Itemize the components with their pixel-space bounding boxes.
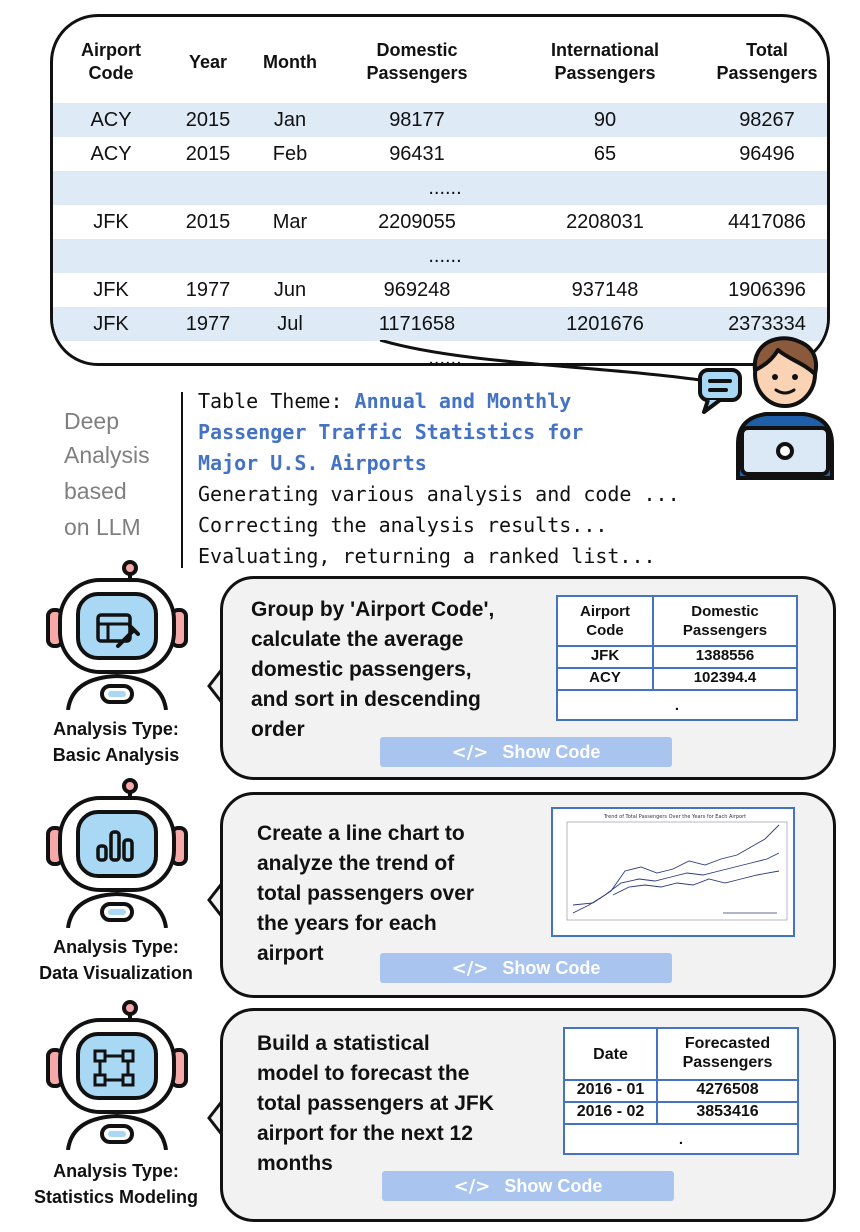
text-line: domestic passengers,	[251, 658, 472, 681]
table-cell: 2015	[185, 211, 231, 233]
code-icon: </>	[453, 1176, 491, 1197]
table-row	[53, 103, 827, 137]
forecast-cell: 2016 - 02	[576, 1103, 645, 1120]
table-cell: Jul	[277, 313, 303, 335]
table-cell: 1201676	[566, 313, 644, 335]
robot-icon-modeling	[42, 1000, 192, 1150]
result-header: Domestic Passengers	[682, 603, 768, 639]
forecast-cell: 4276508	[696, 1081, 759, 1098]
show-code-label: Show Code	[502, 742, 601, 762]
data-table-bubble	[50, 14, 830, 366]
result-cell: 1388556	[695, 647, 755, 664]
text-line: months	[257, 1152, 333, 1175]
table-cell: 1977	[185, 313, 231, 335]
analysis-type-label: Analysis Type:	[53, 719, 179, 739]
analysis-type-modeling	[0, 1158, 232, 1210]
side-label-line-1: Deep	[64, 408, 119, 434]
table-cell: 98177	[389, 109, 445, 131]
analysis-card-basic	[220, 576, 836, 780]
table-cell: 4417086	[728, 211, 806, 233]
text-line: calculate the average	[251, 628, 464, 651]
analysis-card-modeling	[220, 1008, 836, 1222]
table-cell: 969248	[383, 279, 451, 301]
table-cell: Jun	[273, 279, 307, 301]
table-theme-line-2: Passenger Traffic Statistics for	[198, 420, 584, 444]
header-total: Total Passengers	[716, 40, 818, 83]
code-icon: </>	[451, 742, 489, 763]
analysis-type-value: Basic Analysis	[52, 745, 180, 765]
result-cell: JFK	[590, 647, 620, 664]
result-header: Airport Code	[580, 603, 630, 639]
line-chart	[553, 809, 793, 935]
table-theme: Annual and Monthly	[354, 389, 572, 413]
text-line: Create a line chart to	[257, 822, 465, 845]
text-line: and sort in descending	[251, 688, 481, 711]
log-step-generate: Generating various analysis and code ...	[198, 482, 680, 506]
table-cell: 1977	[185, 279, 231, 301]
log-step-evaluate: Evaluating, returning a ranked list...	[198, 544, 656, 568]
analysis-type-label: Analysis Type:	[53, 1161, 179, 1181]
text-line: the years for each	[257, 912, 437, 935]
series-line	[613, 871, 779, 895]
show-code-button[interactable]	[380, 953, 672, 983]
ellipsis: ......	[428, 347, 462, 366]
table-ellipsis-row	[53, 239, 827, 273]
text-line: total passengers at JFK	[257, 1092, 494, 1115]
result-cell: ACY	[589, 669, 621, 686]
series-line	[573, 825, 779, 905]
code-icon: </>	[451, 958, 489, 979]
table-cell: ACY	[90, 143, 132, 165]
table-theme-line	[198, 386, 571, 417]
robot-icon-basic	[42, 560, 192, 710]
table-cell: 2209055	[378, 211, 456, 233]
user-laptop-icon	[690, 332, 840, 482]
table-cell: ACY	[90, 109, 132, 131]
table-cell: 65	[593, 143, 617, 165]
analysis-type-label: Analysis Type:	[53, 937, 179, 957]
text-line: Group by 'Airport Code',	[251, 598, 495, 621]
table-row	[53, 205, 827, 239]
analysis-type-value: Statistics Modeling	[33, 1187, 199, 1207]
header-domestic: Domestic Passengers	[366, 40, 468, 83]
ellipsis: ......	[428, 177, 462, 199]
table-cell: 98267	[739, 109, 795, 131]
forecast-header: Forecasted Passengers	[682, 1035, 773, 1071]
text-line: total passengers over	[257, 882, 475, 905]
side-label-line-2: Analysis	[64, 442, 150, 468]
table-ellipsis-row	[53, 171, 827, 205]
chart-title: Trend of Total Passengers Over the Years for Each Airport	[603, 814, 747, 820]
analysis-card-visualization	[220, 792, 836, 998]
text-line: airport for the next 12	[257, 1122, 473, 1145]
analysis-description	[257, 1029, 494, 1179]
table-row	[53, 137, 827, 171]
forecast-table	[563, 1027, 799, 1155]
analysis-type-basic	[0, 716, 232, 768]
result-table	[556, 595, 798, 721]
forecast-cell: 2016 - 01	[576, 1081, 645, 1098]
table-cell: 2015	[185, 143, 231, 165]
header-international: International Passengers	[550, 40, 659, 83]
text-line: airport	[257, 942, 324, 965]
text-line: order	[251, 718, 305, 741]
text-line: Build a statistical	[257, 1032, 430, 1055]
text-line: analyze the trend of	[257, 852, 455, 875]
table-cell: 2015	[185, 109, 231, 131]
analysis-description	[257, 819, 474, 969]
chart-thumbnail	[551, 807, 795, 937]
show-code-label: Show Code	[504, 1176, 603, 1196]
side-label-line-3: based	[64, 478, 127, 504]
table-theme-line-3: Major U.S. Airports	[198, 451, 427, 475]
table-cell: 2208031	[566, 211, 644, 233]
forecast-more: .	[678, 1131, 684, 1148]
table-cell: Mar	[272, 211, 308, 233]
show-code-label: Show Code	[502, 958, 601, 978]
header-month: Month	[263, 52, 317, 72]
table-cell: JFK	[93, 211, 129, 233]
table-cell: 90	[593, 109, 617, 131]
table-row	[53, 273, 827, 307]
table-cell: Jan	[273, 109, 307, 131]
log-step-correct: Correcting the analysis results...	[198, 513, 608, 537]
robot-icon-visualization	[42, 778, 192, 928]
table-cell: 1171658	[378, 313, 456, 335]
theme-prefix: Table Theme:	[198, 389, 355, 413]
table-cell: Feb	[272, 143, 308, 165]
table-cell: 96431	[389, 143, 445, 165]
forecast-cell: 3853416	[696, 1103, 759, 1120]
table-cell: 1906396	[728, 279, 806, 301]
result-cell: 102394.4	[693, 669, 757, 686]
forecast-header: Date	[593, 1046, 628, 1063]
header-airport-code: Airport Code	[81, 40, 141, 83]
show-code-button[interactable]	[380, 737, 672, 767]
table-cell: JFK	[93, 279, 129, 301]
table-cell: 937148	[571, 279, 639, 301]
header-year: Year	[188, 52, 228, 72]
show-code-button[interactable]	[382, 1171, 674, 1201]
result-more: .	[674, 697, 680, 714]
ellipsis: ......	[428, 245, 462, 267]
table-cell: 96496	[739, 143, 795, 165]
table-cell: JFK	[93, 313, 129, 335]
table-cell: 2373334	[728, 313, 806, 335]
side-label-line-4: on LLM	[64, 514, 141, 540]
analysis-description	[251, 595, 494, 745]
analysis-type-visualization	[0, 934, 232, 986]
text-line: model to forecast the	[257, 1062, 470, 1085]
divider	[181, 392, 183, 568]
analysis-type-value: Data Visualization	[39, 963, 193, 983]
